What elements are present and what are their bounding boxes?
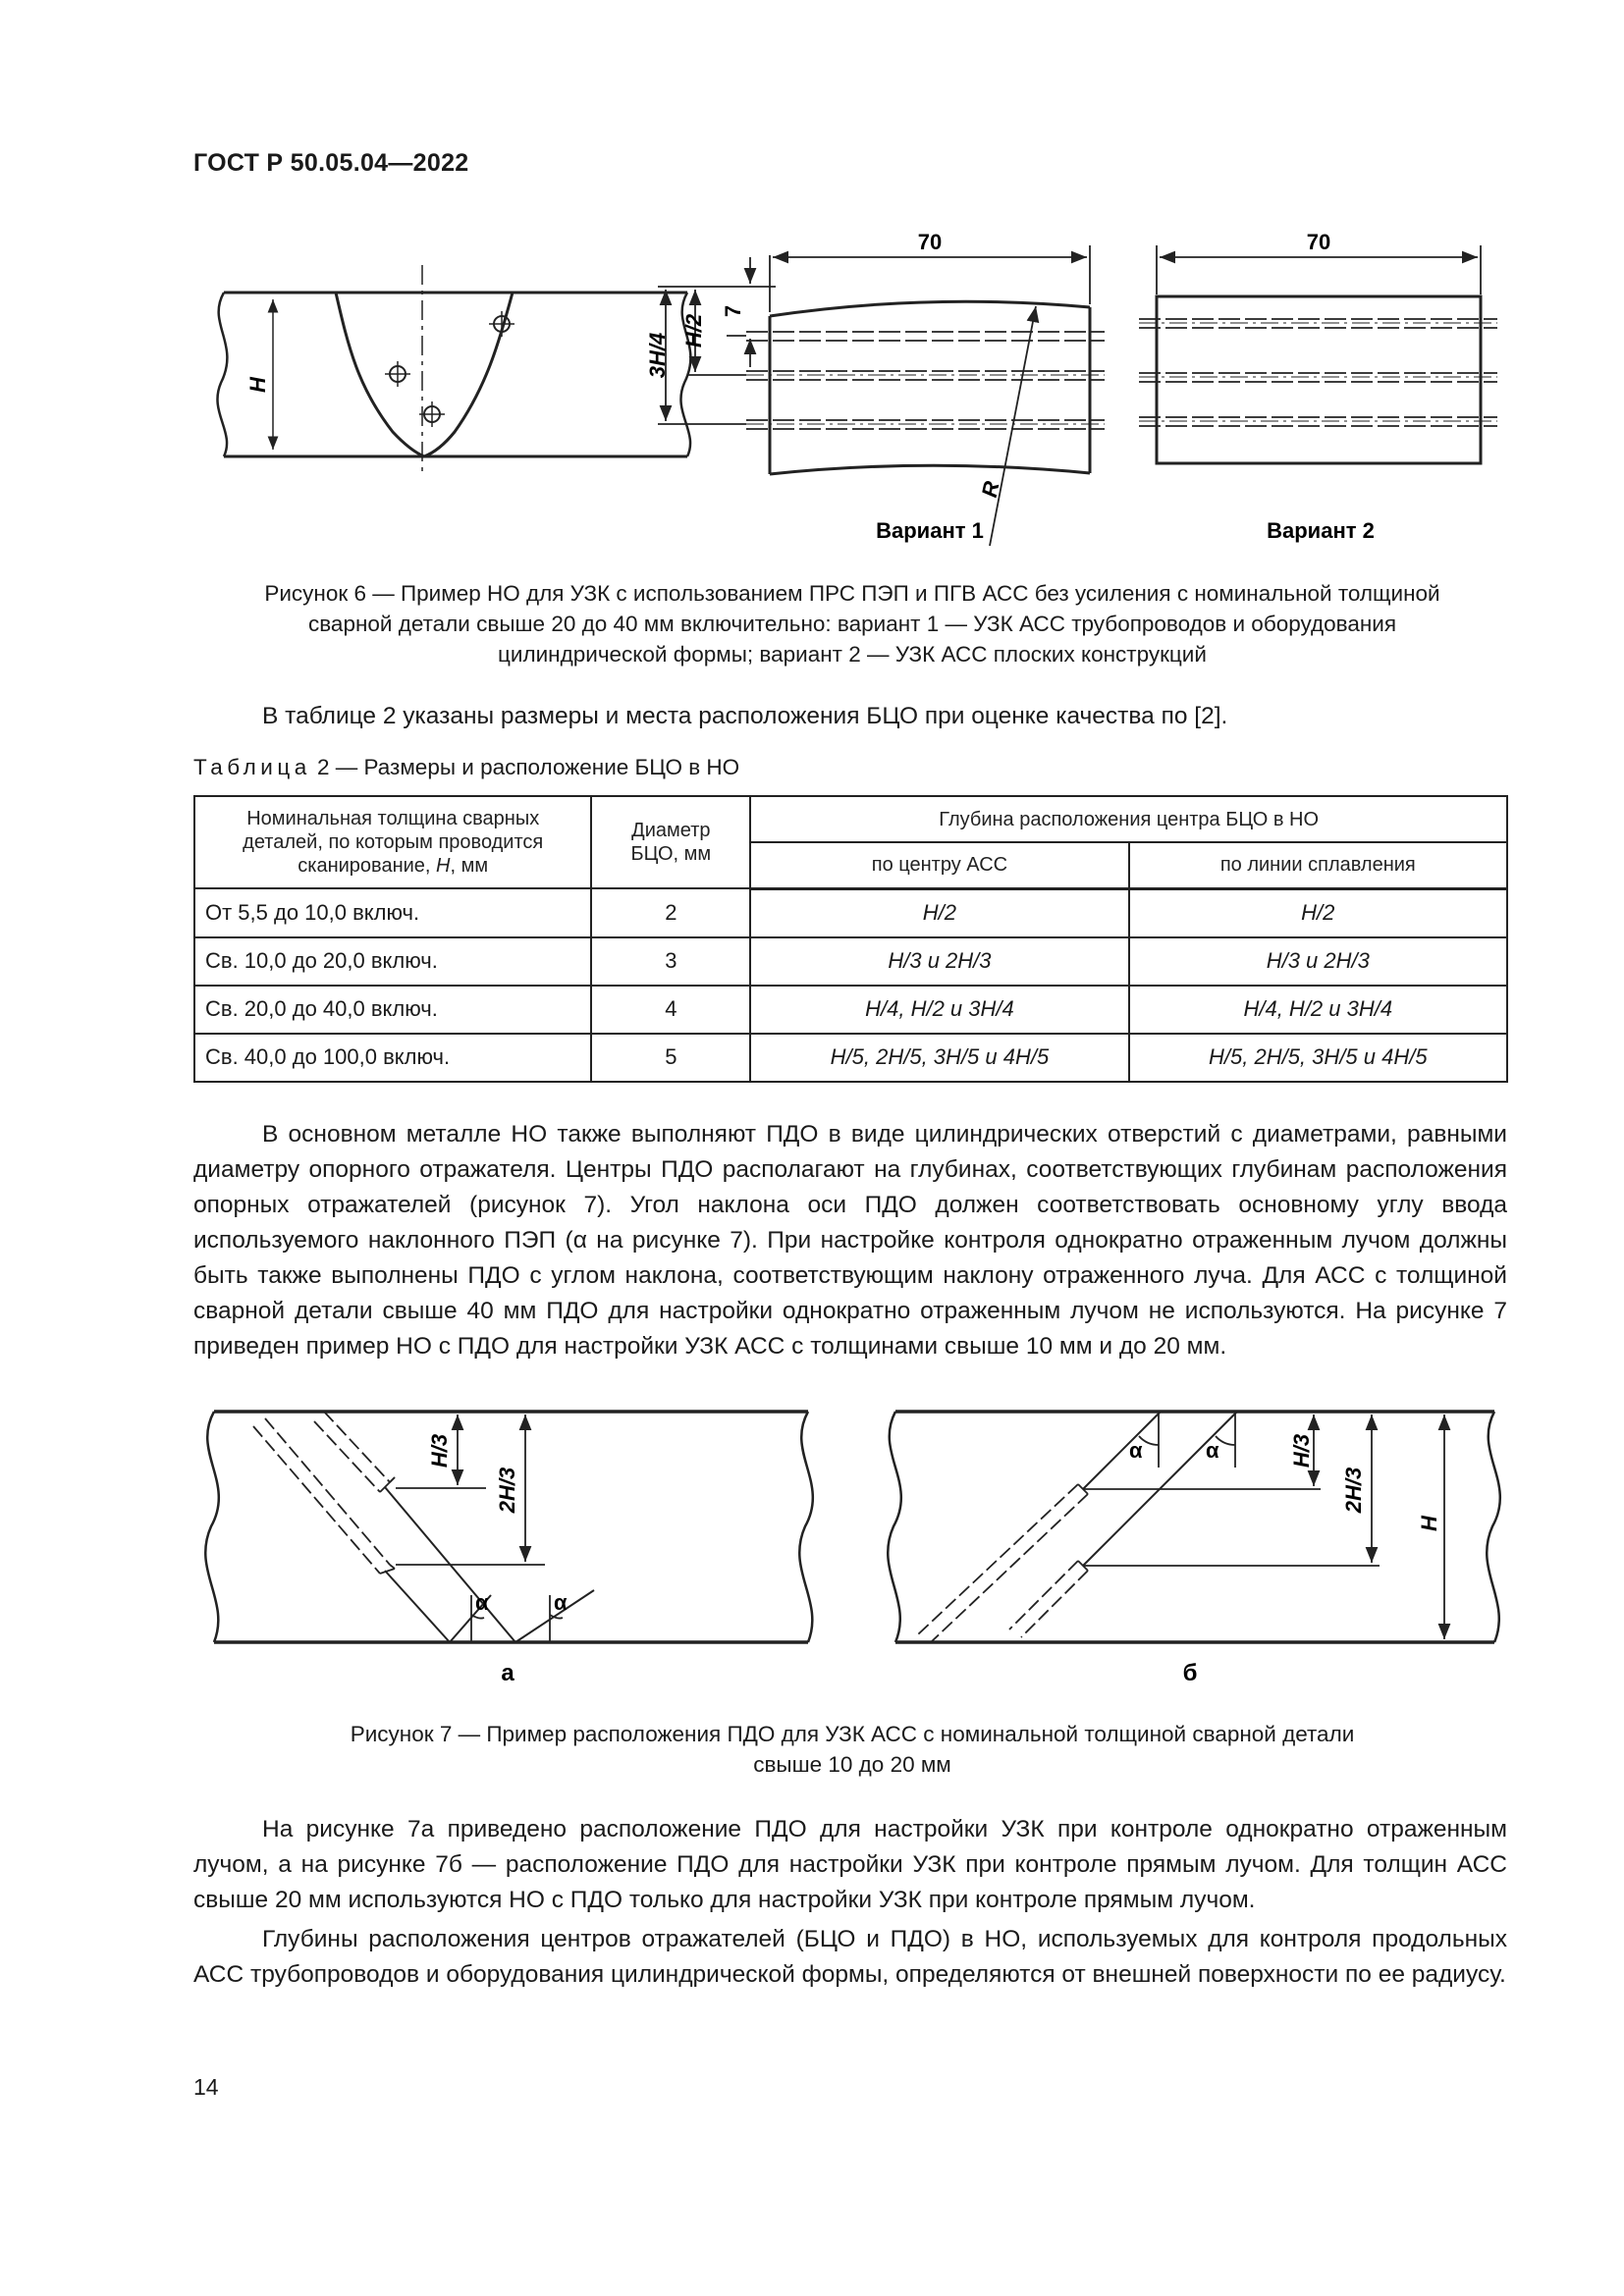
figure-6	[0, 0, 1624, 550]
figure-7a-label: а	[501, 1660, 514, 1686]
figure-6-variant-2	[1157, 296, 1481, 463]
figure-6-caption: Рисунок 6 — Пример НО для УЗК с использованием ПРС ПЭП и ПГВ АСС без усиления с номинальной толщиной сварной детали свыше 20 до 40 мм включительно: вариант 1 — УЗК АСС трубопроводов и оборудования цилиндрической формы; вариант 2 — УЗК АСС плоских конструкций	[264, 581, 1440, 667]
fig7a-alpha-1: α	[475, 1590, 489, 1615]
table-row: Св. 40,0 до 100,0 включ. 5 H/5, 2H/5, 3H/5 и 4H/5 H/5, 2H/5, 3H/5 и 4H/5	[194, 1034, 1507, 1082]
dim-7-label: 7	[721, 304, 745, 318]
page-number: 14	[193, 2074, 219, 2100]
dim-70-variant-1: 70	[917, 230, 943, 254]
fig7b-alpha-2: α	[1206, 1438, 1219, 1463]
figure-7b-specimen	[895, 1412, 1494, 1642]
figure-7-caption: Рисунок 7 — Пример расположения ПДО для УЗК АСС с номинальной толщиной сварной детали свыше 10 до 20 мм	[350, 1722, 1355, 1777]
fig7b-H-label: H	[1417, 1516, 1441, 1531]
variant-1-label: Вариант 1	[876, 518, 984, 543]
dim-H-label: H	[245, 377, 270, 393]
table-2-title: Таблица 2 — Размеры и расположение БЦО в НО	[193, 755, 740, 779]
paragraph-2: В основном металле НО также выполняют ПДО в виде цилиндрических отверстий с диаметрами, равными диаметру опорного отражателя. Центры ПДО располагают на глубинах, соответствующих глубинам расположения опорных отражателей (рисунок 7). Угол наклона оси ПДО должен соответствовать основному углу ввода используемого наклонного ПЭП (α на рисунке 7). При настройке контроля однократно отраженным лучом должны быть также выполнены ПДО с углом наклона, соответствующим наклону отраженного луча. Для АСС с толщиной сварной детали свыше 40 мм ПДО для настройки однократно отраженным лучом не используются. На рисунке 7 приведен пример НО с ПДО для настройки УЗК АСС с толщинами свыше 10 мм и до 20 мм.	[193, 1121, 1507, 1360]
table-row: Св. 20,0 до 40,0 включ. 4 H/4, H/2 и 3H/4 H/4, H/2 и 3H/4	[194, 986, 1507, 1034]
head-diameter: Диаметр БЦО, мм	[591, 796, 750, 888]
table-row: Св. 10,0 до 20,0 включ. 3 H/3 и 2H/3 H/3 и 2H/3	[194, 937, 1507, 986]
table-2	[193, 795, 1508, 1083]
figure-6-variant-1	[770, 301, 1090, 474]
dim-70-variant-2: 70	[1306, 230, 1331, 254]
paragraph-3-4: На рисунке 7а приведено расположение ПДО для настройки УЗК при контроле однократно отраженным лучом, а на рисунке 7б — расположение ПДО для настройки УЗК при контроле прямым лучом. Для толщин АСС свыше 20 мм используются НО с ПДО только для настройки УЗК при контроле прямым лучом. Глубины расположения центров отражателей (БЦО и ПДО) в НО, используемых для контроля продольных АСС трубопроводов и оборудования цилиндрической формы, определяются от внешней поверхности по ее радиусу.	[193, 1816, 1507, 1988]
head-thickness: Номинальная толщина сварных деталей, по которым проводится сканирование, H, мм	[194, 796, 591, 888]
figure-7b-label: б	[1182, 1660, 1198, 1686]
dim-3H4-label: 3H/4	[645, 332, 670, 379]
document-header: ГОСТ Р 50.05.04—2022	[193, 149, 469, 177]
fig7b-2H3-label: 2H/3	[1341, 1467, 1366, 1514]
head-center: по центру АСС	[750, 842, 1128, 888]
table-row: От 5,5 до 10,0 включ. 2 H/2 H/2	[194, 888, 1507, 937]
dim-H2-label: H/2	[681, 313, 706, 348]
paragraph-1: В таблице 2 указаны размеры и места расположения БЦО при оценке качества по [2].	[262, 703, 1228, 729]
figure-7a-specimen	[214, 1412, 808, 1642]
figure-6-specimen-left	[217, 293, 690, 456]
fig7a-2H3-label: 2H/3	[495, 1467, 519, 1514]
head-fusion: по линии сплавления	[1129, 842, 1507, 888]
figure-7	[0, 1394, 1624, 1698]
fig7a-alpha-2: α	[554, 1590, 568, 1615]
fig7a-H3-label: H/3	[427, 1433, 452, 1468]
head-depth: Глубина расположения центра БЦО в НО	[750, 796, 1507, 842]
dim-R-label: R	[976, 479, 1004, 500]
fig7b-H3-label: H/3	[1289, 1433, 1314, 1468]
variant-2-label: Вариант 2	[1267, 518, 1375, 543]
fig7b-alpha-1: α	[1129, 1438, 1143, 1463]
